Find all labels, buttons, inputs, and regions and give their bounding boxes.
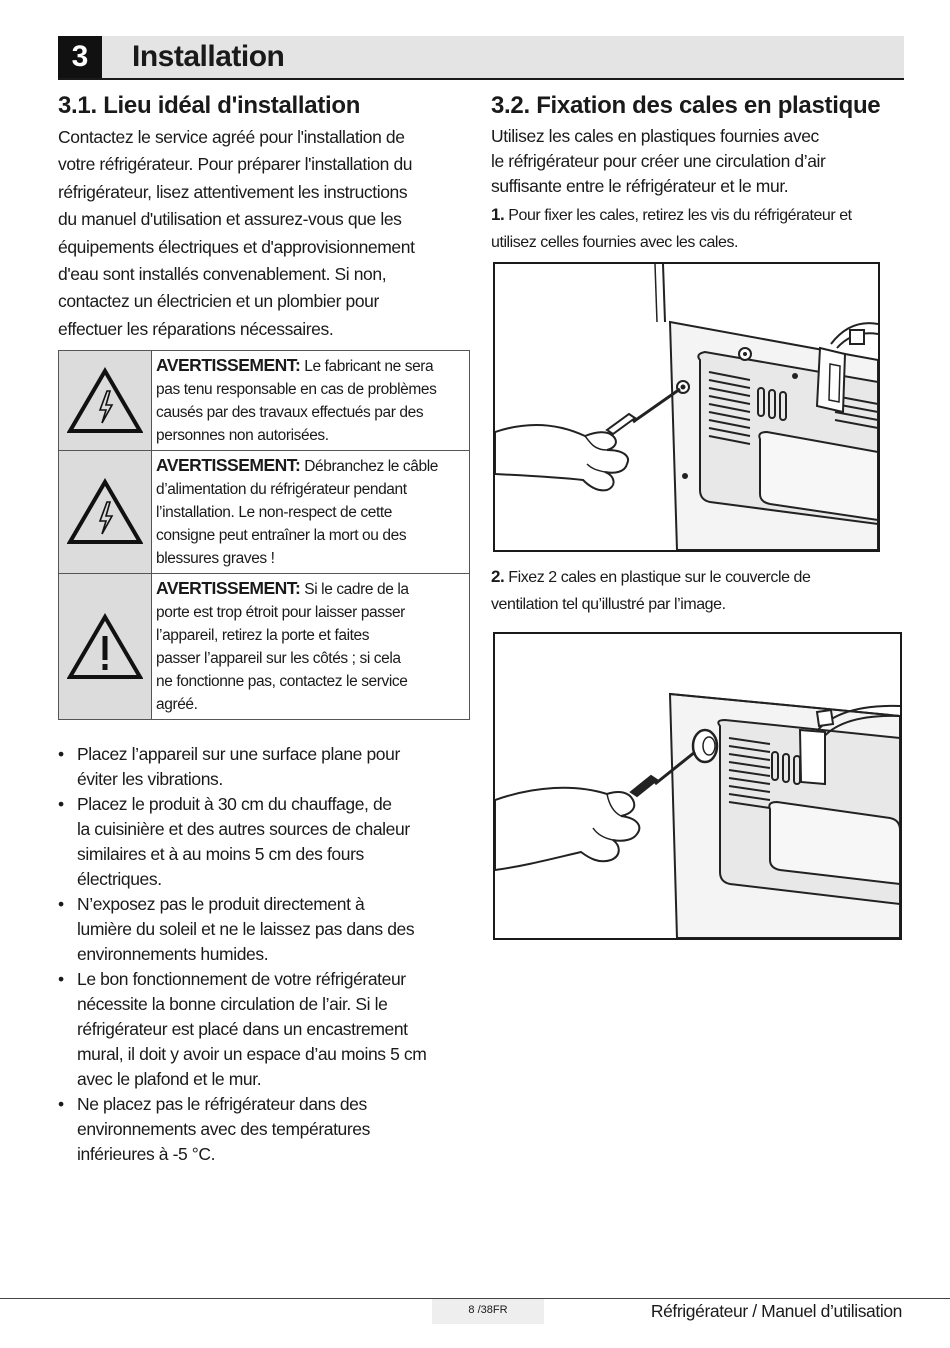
bullet-line: électriques. xyxy=(77,869,162,890)
warning-label: AVERTISSEMENT: xyxy=(156,455,301,476)
intro-line: effectuer les réparations nécessaires. xyxy=(58,318,334,339)
list-item xyxy=(58,792,470,892)
warning-row xyxy=(59,351,470,451)
warning-line: pas tenu responsable en cas de problèmes xyxy=(156,381,437,399)
bullet-line: similaires et à au moins 5 cm des fours xyxy=(77,844,364,865)
chapter-number: 3 xyxy=(58,36,102,78)
section1-heading: 3.1. Lieu idéal d'installation xyxy=(58,92,361,119)
bullet-line: mural, il doit y avoir un espace d’au moins 5 cm xyxy=(77,1044,427,1065)
bullet-line: Placez le produit à 30 cm du chauffage, de xyxy=(77,794,392,815)
warning-icon-cell xyxy=(59,351,152,451)
bullet-line: inférieures à -5 °C. xyxy=(77,1144,216,1165)
bullet-line: Ne placez pas le réfrigérateur dans des xyxy=(77,1094,367,1115)
warning-line: l’appareil, retirez la porte et faites xyxy=(156,627,370,645)
section-fixation-cales xyxy=(491,90,903,256)
chapter-header xyxy=(58,36,904,80)
intro-line: d'eau sont installés convenablement. Si non, xyxy=(58,264,387,285)
warning-line: porte est trop étroit pour laisser passer xyxy=(156,604,405,622)
bullet-line: la cuisinière et des autres sources de chaleur xyxy=(77,819,410,840)
step-line: Pour fixer les cales, retirez les vis du réfrigérateur et xyxy=(504,207,852,224)
figure-fix-spacers xyxy=(493,632,902,940)
intro-line: suffisante entre le réfrigérateur et le mur. xyxy=(491,176,789,196)
electric-hazard-icon xyxy=(67,367,143,435)
step-2-block xyxy=(491,561,903,618)
warning-label: AVERTISSEMENT: xyxy=(156,578,301,599)
warning-line: Si le cadre de la xyxy=(300,581,409,599)
warning-line: Le fabricant ne sera xyxy=(300,358,434,376)
bullet-line: Le bon fonctionnement de votre réfrigérateur xyxy=(77,969,406,990)
intro-line: votre réfrigérateur. Pour préparer l'installation du xyxy=(58,154,413,175)
list-item xyxy=(58,892,470,967)
figure-remove-screws xyxy=(493,262,880,552)
warning-line: Débranchez le câble xyxy=(300,458,438,476)
list-item xyxy=(58,742,470,792)
section2-intro xyxy=(491,124,903,199)
warning-icon-cell xyxy=(59,574,152,720)
bullet-line: lumière du soleil et ne le laissez pas dans des xyxy=(77,919,415,940)
warning-line: personnes non autorisées. xyxy=(156,427,329,445)
section1-intro xyxy=(58,124,470,343)
step-line: utilisez celles fournies avec les cales. xyxy=(491,234,739,251)
step-number: 1. xyxy=(491,205,505,224)
intro-line: équipements électriques et d'approvisionnement xyxy=(58,236,415,257)
warning-line: agréé. xyxy=(156,696,198,714)
list-item xyxy=(58,967,470,1092)
chapter-title: Installation xyxy=(132,40,285,73)
bullet-line: Placez l’appareil sur une surface plane pour xyxy=(77,744,400,765)
exclamation-warning-icon xyxy=(67,613,143,681)
footer-title: Réfrigérateur / Manuel d’utilisation xyxy=(650,1301,902,1321)
step-line: ventilation tel qu’illustré par l’image. xyxy=(491,596,726,613)
warning-label: AVERTISSEMENT: xyxy=(156,355,301,376)
bullet-line: N’exposez pas le produit directement à xyxy=(77,894,365,915)
warning-icon-cell xyxy=(59,451,152,574)
warning-line: causés par des travaux effectués par des xyxy=(156,404,424,422)
intro-line: le réfrigérateur pour créer une circulation d’air xyxy=(491,151,826,171)
intro-line: Contactez le service agréé pour l'installation de xyxy=(58,127,405,147)
intro-line: contactez un électricien et un plombier pour xyxy=(58,291,379,312)
warning-line: l’installation. Le non-respect de cette xyxy=(156,504,392,522)
bullet-line: éviter les vibrations. xyxy=(77,769,223,790)
installation-bullets xyxy=(58,742,470,1167)
section2-heading: 3.2. Fixation des cales en plastique xyxy=(491,92,881,119)
illustration-spacer-fixing xyxy=(495,634,900,938)
warning-text xyxy=(152,574,470,720)
step-2 xyxy=(491,563,903,618)
step-number: 2. xyxy=(491,567,505,586)
intro-line: Utilisez les cales en plastiques fournies avec xyxy=(491,126,819,146)
bullet-line: nécessite la bonne circulation de l’air. Si le xyxy=(77,994,388,1015)
page-number: 8 /38FR xyxy=(432,1299,544,1324)
warning-line: d’alimentation du réfrigérateur pendant xyxy=(156,481,407,499)
warning-line: blessures graves ! xyxy=(156,550,275,568)
warning-line: passer l’appareil sur les côtés ; si cela xyxy=(156,650,401,668)
bullet-line: avec le plafond et le mur. xyxy=(77,1069,262,1090)
bullet-line: environnements avec des températures xyxy=(77,1119,370,1140)
warnings-table xyxy=(58,350,470,720)
intro-line: réfrigérateur, lisez attentivement les instructions xyxy=(58,181,408,202)
warning-text xyxy=(152,451,470,574)
illustration-screwdriver-removal xyxy=(495,264,878,550)
step-line: Fixez 2 cales en plastique sur le couvercle de xyxy=(504,569,811,586)
list-item xyxy=(58,1092,470,1167)
intro-line: du manuel d'utilisation et assurez-vous que les xyxy=(58,209,402,230)
warning-row xyxy=(59,574,470,720)
bullet-line: réfrigérateur est placé dans un encastrement xyxy=(77,1019,408,1040)
warning-line: ne fonctionne pas, contactez le service xyxy=(156,673,408,691)
warning-line: consigne peut entraîner la mort ou des xyxy=(156,527,407,545)
step-1 xyxy=(491,201,903,256)
bullet-line: environnements humides. xyxy=(77,944,269,965)
warning-text xyxy=(152,351,470,451)
electric-hazard-icon xyxy=(67,478,143,546)
section-lieu-ideal xyxy=(58,90,470,1167)
warning-row xyxy=(59,451,470,574)
